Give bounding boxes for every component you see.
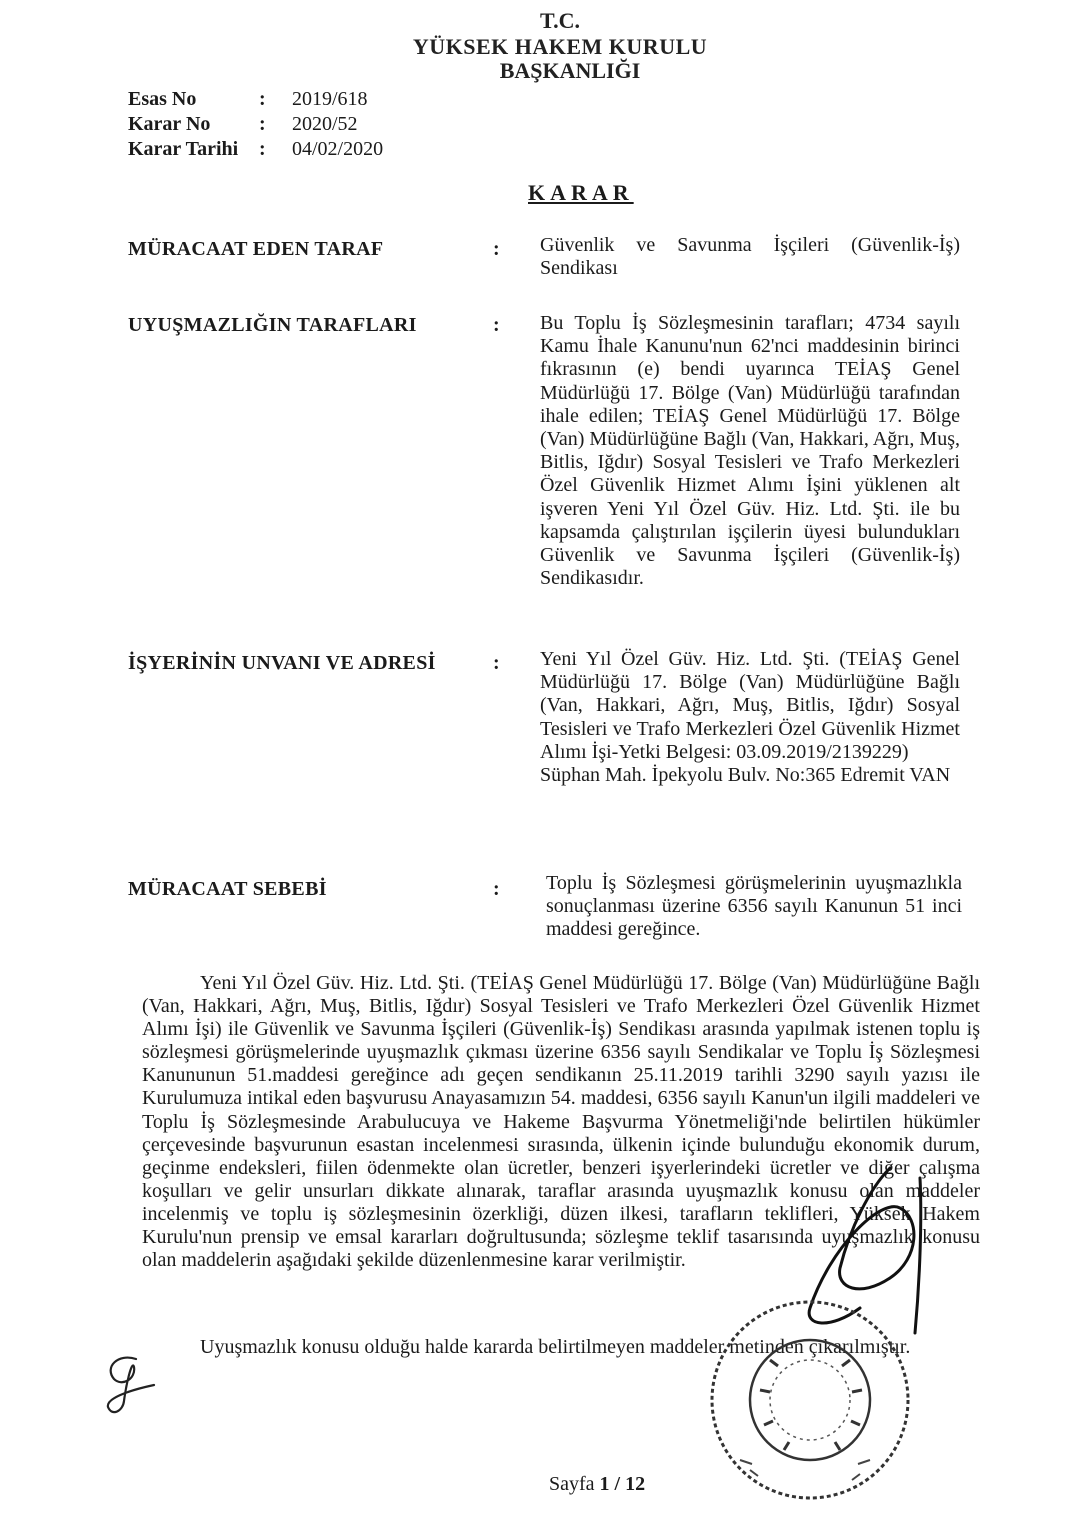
page-current: 1 — [599, 1473, 610, 1495]
sebep-text: Toplu İş Sözleşmesi görüşmelerinin uyuşmazlıkla sonuçlanması üzerine 6356 sayılı Kanunun 51 inci maddesi gereğince. — [546, 872, 962, 941]
isyeri-text-block — [540, 648, 960, 787]
document-title: KARAR — [528, 180, 634, 205]
isyeri-address: Süphan Mah. İpekyolu Bulv. No:365 Edremit VAN — [540, 764, 951, 787]
handwritten-paraph-left — [96, 1345, 176, 1425]
muracaat-eden-text: Güvenlik ve Savunma İşçileri (Güvenlik-İş) Sendikası — [540, 234, 960, 280]
colon: : — [259, 113, 266, 135]
page-prefix: Sayfa — [549, 1473, 595, 1495]
official-seal-stamp — [700, 1290, 920, 1510]
sebep-label: MÜRACAAT SEBEBİ — [128, 878, 327, 900]
colon: : — [493, 652, 500, 674]
tarih-row — [128, 138, 428, 163]
isyeri-text: Yeni Yıl Özel Güv. Hiz. Ltd. Şti. (TEİAŞ Genel Müdürlüğü 17. Bölge (Van) Müdürlüğüne Bağlı (Van, Hakkari, Ağrı, Muş, Bitlis, Iğdır) Sosyal Tesisleri ve Trafo Merkezleri Özel Güvenlik Hizmet Alımı İşi-Yetki Belgesi: 03.09.2019/2139229) — [540, 648, 960, 763]
esas-label: Esas No — [128, 88, 197, 110]
page-number — [549, 1473, 645, 1496]
tarih-label: Karar Tarihi — [128, 138, 239, 160]
case-meta — [128, 88, 428, 163]
taraflar-label: UYUŞMAZLIĞIN TARAFLARI — [128, 314, 417, 336]
colon: : — [493, 878, 500, 900]
page-separator: / — [614, 1473, 621, 1495]
colon: : — [493, 314, 500, 336]
colon: : — [259, 138, 266, 160]
header-department: BAŞKANLIĞI — [499, 58, 641, 83]
karar-label: Karar No — [128, 113, 211, 135]
body-paragraph-1-text: Yeni Yıl Özel Güv. Hiz. Ltd. Şti. (TEİAŞ Genel Müdürlüğü 17. Bölge (Van) Müdürlüğüne Bağlı (Van, Hakkari, Ağrı, Muş, Bitlis, Iğdır) Sosyal Tesisleri ve Trafo Merkezleri Özel Güvenlik Hizmet Alımı İşi) ile Güvenlik ve Savunma İşçileri (Güvenlik-İş) Sendikası arasında yapılmak istenen toplu iş sözleşmesi görüşmelerinde uyuşmazlık çıkması üzerine 6356 sayılı Sendikalar ve Toplu İş Sözleşmesi Kanununun 51.maddesi gereğince adı geçen sendikanın 25.11.2019 tarihli 3290 sayılı yazısı ile Kurulumuza intikal eden başvurusu Anayasamızın 54. maddesi, 6356 sayılı Kanun'un ilgili maddeleri ve Toplu İş Sözleşmesinde Arabulucuya ve Hakeme Başvurma Yönetmeliği'nde belirtilen hükümler çerçevesinde başvurunun esastan incelenmesi sırasında, ülkenin içinde bulunduğu ekonomik durum, geçinme endeksleri, fiilen ödenmekte olan ücretler, benzeri işyerlerindeki ücretler ve diğer çalışma koşulları ve gelir unsurları dikkate alınarak, taraflar arasında uyuşmazlık konusu olan maddeler incelenmiş ve toplu iş sözleşmesinin özerkliği, düzen ilkesi, tarafların teklifleri, Yüksek Hakem Kurulu'nun prensip ve emsal kararları doğrultusunda; sözleşme teklif tasarısında uyuşmazlık konusu olan maddelerin aşağıdaki şekilde düzenlenmesine karar verilmiştir. — [142, 972, 980, 1272]
colon: : — [493, 238, 500, 260]
header-tc: T.C. — [540, 8, 580, 33]
colon: : — [259, 88, 266, 110]
isyeri-label: İŞYERİNİN UNVANI VE ADRESİ — [128, 652, 436, 674]
esas-value: 2019/618 — [292, 88, 368, 110]
karar-row — [128, 113, 428, 138]
muracaat-eden-label: MÜRACAAT EDEN TARAF — [128, 238, 384, 260]
tarih-value: 04/02/2020 — [292, 138, 384, 160]
header-organization: YÜKSEK HAKEM KURULU — [412, 34, 708, 59]
karar-value: 2020/52 — [292, 113, 358, 135]
taraflar-text: Bu Toplu İş Sözleşmesinin tarafları; 4734 sayılı Kamu İhale Kanunu'nun 62'nci maddesinin birinci fıkrasının (e) bendi uyarınca TEİAŞ Genel Müdürlüğü 17. Bölge (Van) Müdürlüğü tarafından ihale edilen; TEİAŞ Genel Müdürlüğü 17. Bölge (Van) Müdürlüğüne Bağlı (Van, Hakkari, Ağrı, Muş, Bitlis, Iğdır) Sosyal Tesisleri ve Trafo Merkezleri Özel Güvenlik Hizmet Alımı İşini yüklenen alt işveren Yeni Yıl Özel Güv. Hiz. Ltd. Şti. ile bu kapsamda çalıştırılan işçilerin üyesi bulundukları Güvenlik ve Savunma İşçileri (Güvenlik-İş) Sendikasıdır. — [540, 312, 960, 590]
body-paragraph-2-text: Uyuşmazlık konusu olduğu halde kararda belirtilmeyen maddeler metinden çıkarılmıştır. — [200, 1336, 911, 1358]
esas-row — [128, 88, 428, 113]
page-total: 12 — [625, 1473, 646, 1495]
